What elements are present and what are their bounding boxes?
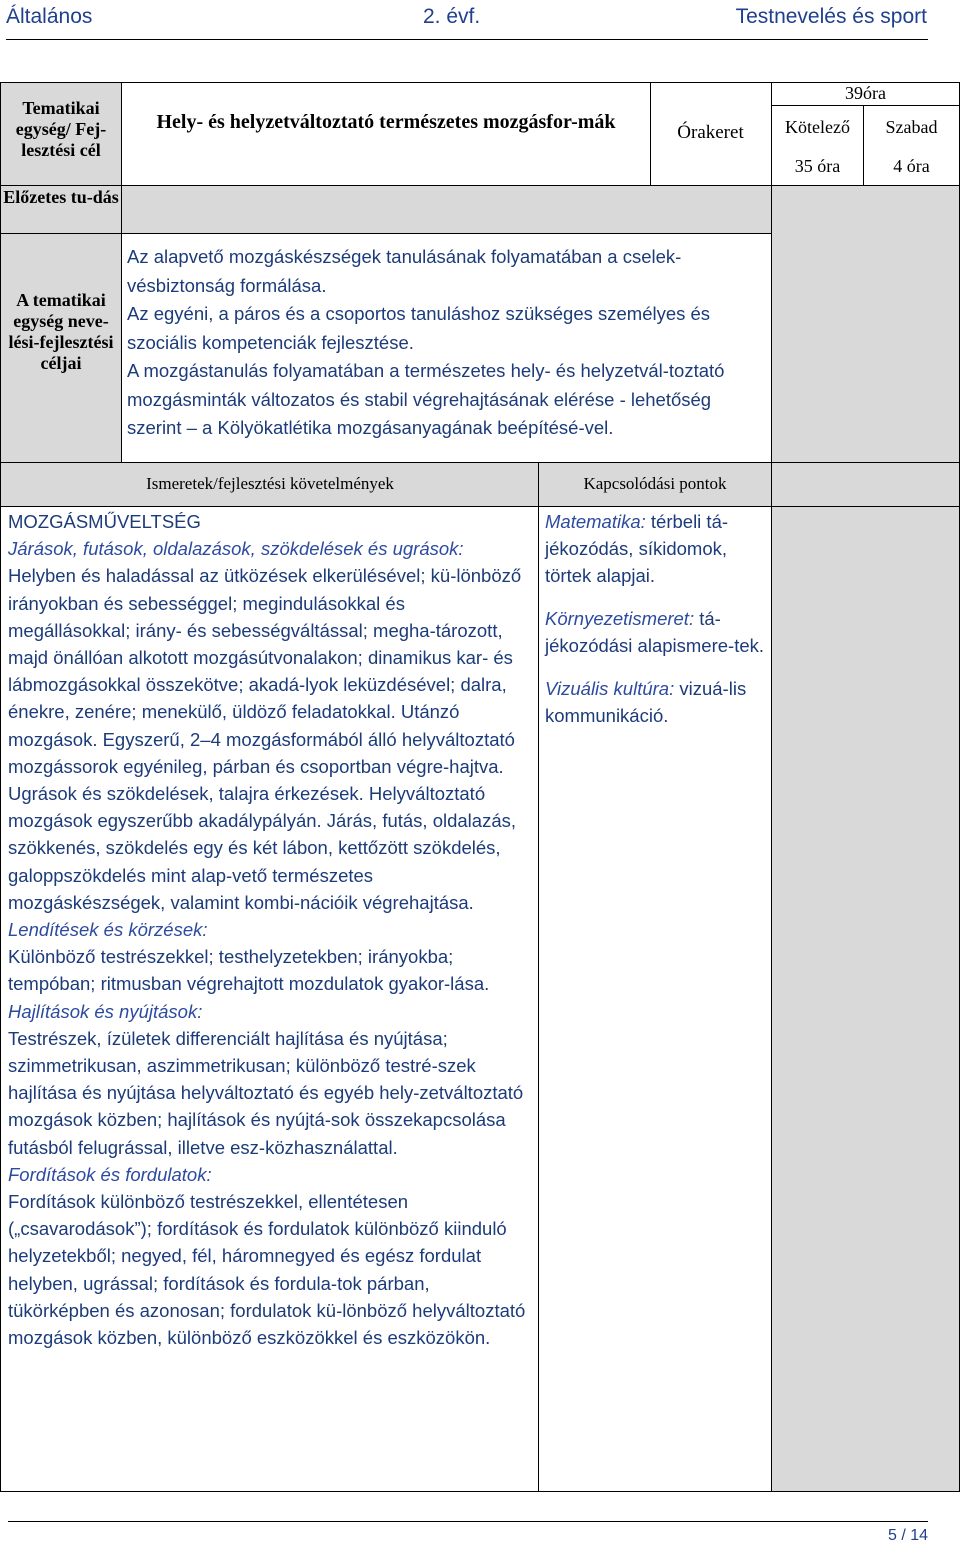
section-heading: MOZGÁSMŰVELTSÉG xyxy=(8,511,201,532)
row-divider xyxy=(0,506,960,507)
requirements-content xyxy=(8,508,528,1351)
mandatory-hours: 35 óra xyxy=(794,156,841,176)
goal-item: A mozgástanulás folyamatában a természetes hely- és helyzetvál-toztató mozgásminták változatos és stabil végrehajtásának elérése - lehetőség szerint – a Kölyökatlétika mozgásanyagának beépítésé-vel. xyxy=(127,360,725,438)
row-divider xyxy=(0,233,771,234)
subsection-text: Fordítások különböző testrészekkel, ellentétesen („csavarodások”); fordítások és fordulatok különböző kiinduló helyzetekből; negyed, fél, háromnegyed és egész fordulat helyben, ugrással; fordítások és fordula-tok párban, tükörképben és azonosan; fordulatok kü-lönböző helyváltoztató mozgások közben, különböző eszközökkel és eszközökön. xyxy=(8,1191,526,1349)
goal-item: Az egyéni, a páros és a csoportos tanuláshoz szükséges személyes és szociális kompetenciák fejlesztése. xyxy=(127,303,711,353)
link-subject: Matematika: xyxy=(545,511,646,532)
col-divider xyxy=(121,82,122,462)
subsection-text: Különböző testrészekkel; testhelyzetekben; irányokba; tempóban; ritmusban végrehajtott mozdulatok gyakor-lása. xyxy=(8,946,490,995)
connection-points xyxy=(545,508,765,745)
free-hours: 4 óra xyxy=(893,156,930,176)
col-divider xyxy=(771,82,772,1492)
page-header xyxy=(0,0,960,38)
label-fejlesztesi-celok: A tematikai egység neve-lési-fejlesztési céljai xyxy=(8,290,114,373)
link-text: tá-jékozódási alapismere-tek. xyxy=(545,608,765,656)
header-middle: 2. évf. xyxy=(423,5,481,28)
link-item xyxy=(545,508,765,589)
link-subject: Vizuális kultúra: xyxy=(545,678,675,699)
footer-rule xyxy=(8,1521,928,1522)
col-divider xyxy=(538,462,539,1492)
header-rule xyxy=(6,39,928,40)
subsection-title: Hajlítások és nyújtások: xyxy=(8,1000,203,1022)
label-elozetes-tudas: Előzetes tu-dás xyxy=(3,187,119,207)
unit-title: Hely- és helyzetváltoztató természetes mozgásfor-mák xyxy=(156,111,616,133)
subsection-text: Helyben és haladással az ütközések elkerülésével; kü-lönböző irányokban és sebességgel; megindulásokkal és megállásokkal; irány- és sebességváltással; megha-tározott, majd önállóan alkotott mozgásútvonalakon; dinamikus kar- és lábmozgásokkal összekötve; akadá-lyok leküzdésével; dalra, énekre, zenére; menekülő, üldöző feladatokkal. Utánzó mozgások. Egyszerű, 2–4 mozgásformából álló helyváltoztató mozgássorok egyénileg, párban és csoportban végre-hajtva. Ugrások és szökdelések, talajra érkezések. Helyváltoztató mozgások egyszerűbb akadálypályán. Járás, futás, oldalazás, szökkenés, szökdelés egy és két lábon, kettőzött szökdelés, galoppszökdelés mint alap-vető természetes mozgáskészségek, valamint kombi-nációik végrehajtása. xyxy=(8,565,522,913)
goal-item: Az alapvető mozgáskészségek tanulásának folyamatában a cselek-vésbiztonság formálása. xyxy=(127,246,682,296)
subsection-title: Járások, futások, oldalazások, szökdelések és ugrások: xyxy=(8,538,464,560)
link-subject: Környezetismeret: xyxy=(545,608,695,629)
link-item xyxy=(545,605,765,659)
development-goals xyxy=(127,243,769,443)
header-left: Általános xyxy=(6,5,93,28)
links-column-header: Kapcsolódási pontok xyxy=(583,474,727,493)
header-right: Testnevelés és sport xyxy=(735,5,927,28)
orakeret-label: Órakeret xyxy=(677,122,744,143)
row-divider xyxy=(0,462,960,463)
subsection-text: Testrészek, ízületek differenciált hajlítása és nyújtása; szimmetrikusan, aszimmetrikusan; különböző testré-szek hajlítása és nyújtása helyváltoztató és egyéb hely-zetváltoztató mozgások közben; hajlítások és nyújtá-sok összekapcsolása futásból felugrással, illetve esz-közhasználattal. xyxy=(8,1027,524,1158)
total-hours: 39óra xyxy=(845,83,886,103)
label-tematikai-egyseg: Tematikai egység/ Fej-lesztési cél xyxy=(15,98,107,160)
subsection-title: Fordítások és fordulatok: xyxy=(8,1163,212,1185)
row-divider xyxy=(771,105,960,106)
mandatory-label: Kötelező xyxy=(785,117,850,137)
page-number: 5 / 14 xyxy=(887,1527,928,1544)
link-text: vizuá-lis kommunikáció. xyxy=(545,678,747,726)
free-label: Szabad xyxy=(885,117,938,137)
requirements-column-header: Ismeretek/fejlesztési követelmények xyxy=(146,474,394,493)
row-divider xyxy=(0,185,960,186)
subsection-title: Lendítések és körzések: xyxy=(8,919,208,941)
link-text: térbeli tá-jékozódás, síkidomok, törtek alapjai. xyxy=(545,511,729,586)
link-item xyxy=(545,675,765,729)
